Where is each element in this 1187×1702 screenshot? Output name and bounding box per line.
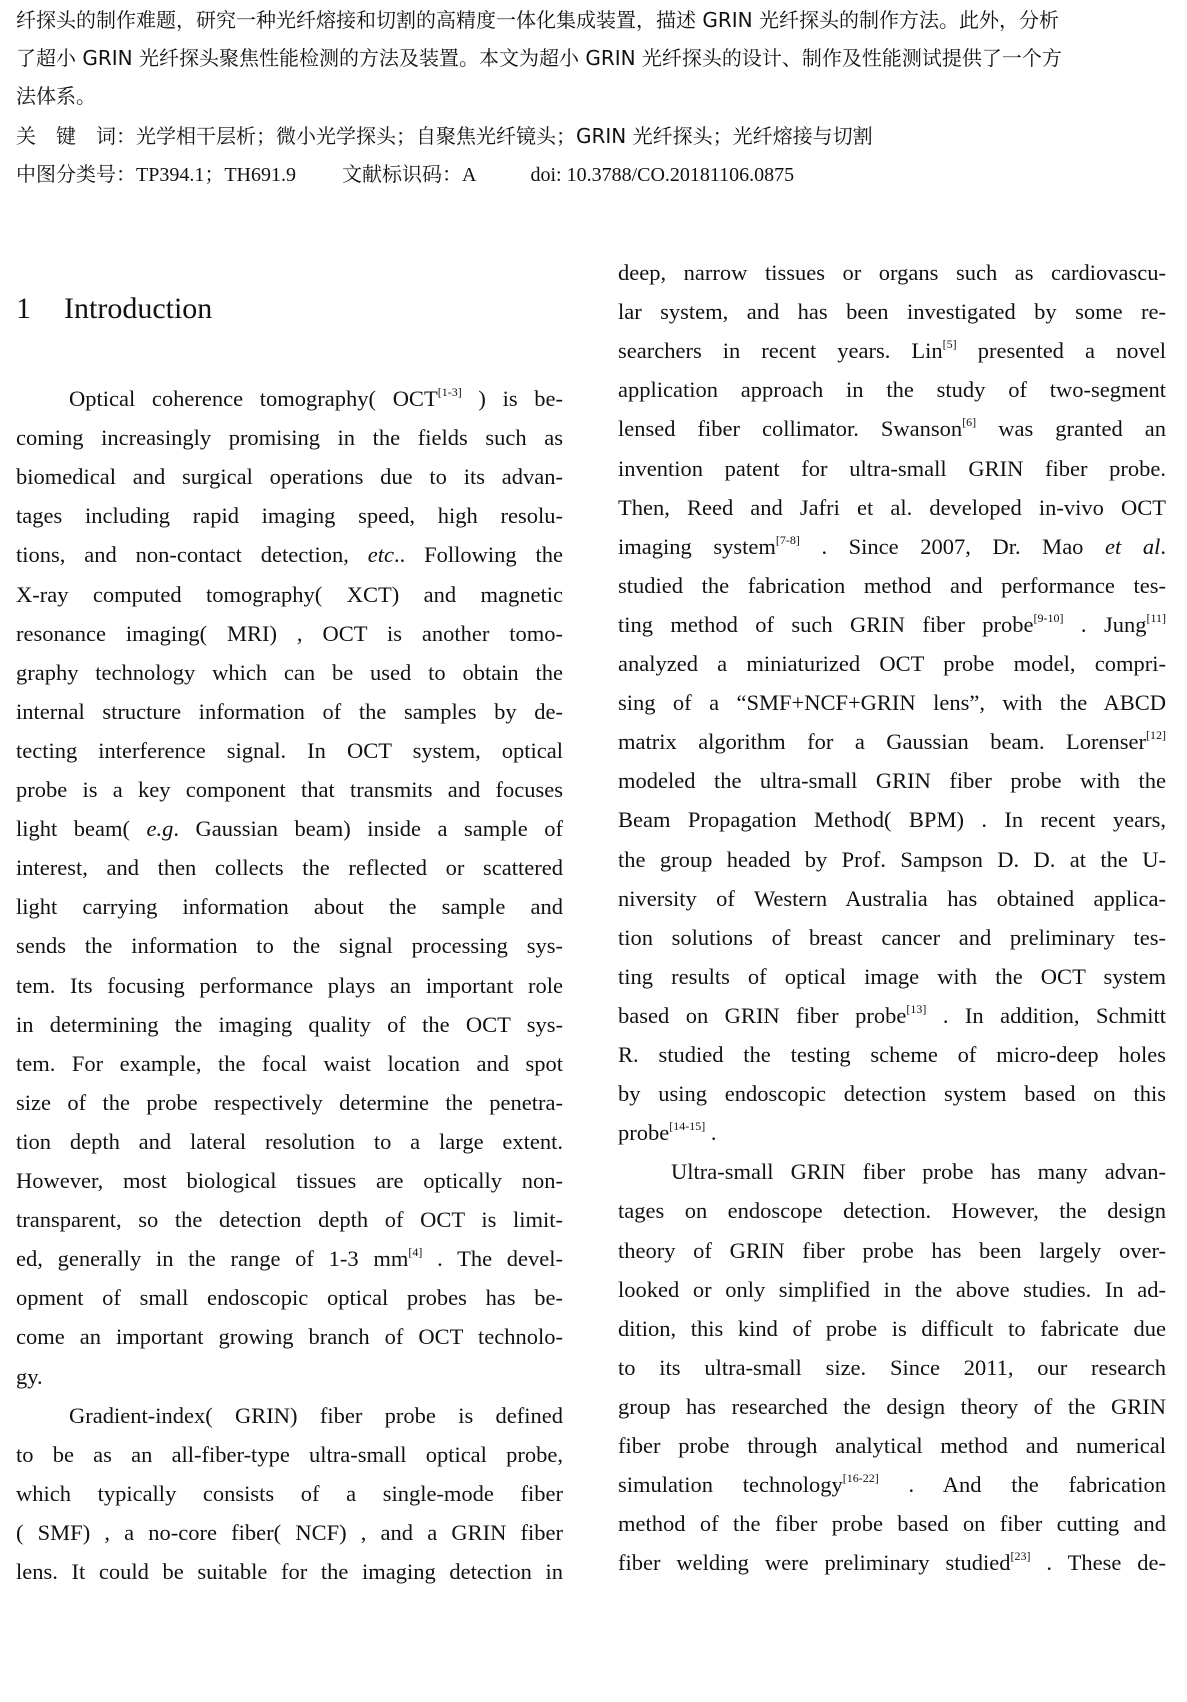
text-line (16, 736, 563, 766)
text-run: invention patent for ultra-small GRIN fiber probe. (618, 456, 1166, 481)
text-line (16, 423, 563, 453)
text-run: to be as an all-fiber-type ultra-small optical probe, (16, 1442, 563, 1467)
text-line (618, 766, 1166, 796)
text-line (16, 853, 563, 883)
text-line (16, 1088, 563, 1118)
doi-label: doi: (530, 164, 562, 186)
text-line (618, 962, 1166, 992)
text-run: However, most biological tissues are optically non- (16, 1168, 563, 1193)
citation-ref: [5] (942, 337, 957, 351)
text-run: Beam Propagation Method( BPM) . In recent years, (618, 807, 1166, 832)
text-line (618, 493, 1166, 523)
abstract-line: 了超小 GRIN 光纤探头聚焦性能检测的方法及装置。本文为超小 GRIN 光纤探头的设计、制作及性能测试提供了一个方 (16, 46, 1062, 70)
text-line (16, 1166, 563, 1196)
citation-ref: [14-15] (669, 1119, 706, 1133)
text-line (16, 1283, 563, 1313)
text-line (618, 1001, 1166, 1031)
text-line (618, 414, 1166, 444)
text-line (618, 1353, 1166, 1383)
text-run: based on GRIN fiber probe (618, 1003, 907, 1028)
text-run: fiber welding were preliminary studied (618, 1550, 1011, 1575)
text-run: transparent, so the detection depth of OCT is limit- (16, 1207, 563, 1232)
text-run: ) is be- (461, 386, 563, 411)
text-run: to its ultra-small size. Since 2011, our research (618, 1355, 1166, 1380)
clc-value: TP394.1；TH691.9 (136, 164, 296, 186)
text-run: sends the information to the signal processing sys- (16, 933, 563, 958)
text-run: size of the probe respectively determine the penetra- (16, 1090, 563, 1115)
citation-ref: [23] (1010, 1549, 1031, 1563)
text-line (618, 727, 1166, 757)
text-run: lensed fiber collimator. Swanson (618, 416, 963, 441)
text-line (16, 697, 563, 727)
text-line (16, 1479, 563, 1509)
text-line (16, 971, 563, 1001)
section-number: 1 (16, 292, 31, 325)
text-line (16, 540, 563, 570)
text-run: tages including rapid imaging speed, high resolu- (16, 503, 563, 528)
text-run: dition, this kind of probe is difficult to fabricate due (618, 1316, 1166, 1341)
text-run: in determining the imaging quality of the OCT sys- (16, 1012, 563, 1037)
text-run: tions, and non-contact detection, (16, 542, 368, 567)
text-run: application approach in the study of two-segment (618, 377, 1166, 402)
text-run: tages on endoscope detection. However, the design (618, 1198, 1166, 1223)
text-line (618, 923, 1166, 953)
text-run: studied the fabrication method and performance tes- (618, 573, 1166, 598)
text-run: probe is a key component that transmits and focuses (16, 777, 563, 802)
italic-run: et al (1105, 534, 1161, 559)
text-run: . (705, 1120, 717, 1145)
text-line (16, 462, 563, 492)
text-line (618, 1548, 1166, 1578)
text-run: R. studied the testing scheme of micro-deep holes (618, 1042, 1166, 1067)
text-line (618, 454, 1166, 484)
text-run: lens. It could be suitable for the imaging detection in (16, 1559, 563, 1584)
text-run: looked or only simplified in the above studies. In ad- (618, 1277, 1166, 1302)
text-line (618, 1157, 1166, 1187)
keywords-value: 光学相干层析；微小光学探头；自聚焦光纤镜头；GRIN 光纤探头；光纤熔接与切割 (136, 124, 873, 148)
doc-code-label: 文献标识码： (342, 162, 462, 186)
text-line (618, 336, 1166, 366)
text-run: ( SMF) , a no-core fiber( NCF) , and a GRIN fiber (16, 1520, 563, 1545)
text-line (618, 297, 1166, 327)
text-run: interest, and then collects the reflected or scattered (16, 855, 563, 880)
text-run: matrix algorithm for a Gaussian beam. Lorenser (618, 729, 1146, 754)
text-run: imaging system (618, 534, 776, 559)
text-line (618, 1314, 1166, 1344)
text-line (16, 1049, 563, 1079)
text-line (618, 258, 1166, 288)
text-line (618, 571, 1166, 601)
text-run: searchers in recent years. Lin (618, 338, 943, 363)
citation-ref: [16-22] (842, 1471, 879, 1485)
text-run: modeled the ultra-small GRIN fiber probe with the (618, 768, 1166, 793)
text-run: simulation technology (618, 1472, 843, 1497)
section-title: Introduction (64, 292, 213, 325)
citation-ref: [4] (408, 1245, 423, 1259)
citation-ref: [9-10] (1033, 611, 1064, 625)
text-line (16, 814, 563, 844)
text-run: ed, generally in the range of 1-3 mm (16, 1246, 409, 1271)
text-run: . (1160, 534, 1166, 559)
text-run: . The devel- (422, 1246, 564, 1271)
text-line (16, 1440, 563, 1470)
text-line (618, 1196, 1166, 1226)
text-run: internal structure information of the samples by de- (16, 699, 563, 724)
text-run: tecting interference signal. In OCT system, optical (16, 738, 563, 763)
text-line (618, 1509, 1166, 1539)
text-line (618, 1040, 1166, 1070)
text-run: fiber probe through analytical method and numerical (618, 1433, 1166, 1458)
text-line (618, 610, 1166, 640)
clc-label: 中图分类号： (16, 162, 136, 186)
text-run: . Since 2007, Dr. Mao (799, 534, 1106, 559)
text-line (16, 1518, 563, 1548)
text-line (16, 658, 563, 688)
text-run: X-ray computed tomography( XCT) and magnetic (16, 582, 563, 607)
citation-ref: [6] (962, 415, 977, 429)
text-line (618, 1118, 1166, 1148)
text-run: the group headed by Prof. Sampson D. D. at the U- (618, 847, 1166, 872)
text-line (618, 1275, 1166, 1305)
text-run: resonance imaging( MRI) , OCT is another tomo- (16, 621, 563, 646)
text-line (16, 1557, 563, 1587)
text-line (16, 580, 563, 610)
abstract-line: 法体系。 (16, 84, 96, 108)
text-line (618, 1236, 1166, 1266)
text-run: was granted an (976, 416, 1166, 441)
text-run: come an important growing branch of OCT technolo- (16, 1324, 563, 1349)
text-run: group has researched the design theory of the GRIN (618, 1394, 1166, 1419)
classification-line (16, 158, 794, 187)
doc-code-value: A (462, 164, 477, 186)
keywords-label: 关 键 词： (16, 124, 136, 148)
text-run: . These de- (1030, 1550, 1167, 1575)
text-line (16, 1322, 563, 1352)
text-run: tion depth and lateral resolution to a large extent. (16, 1129, 563, 1154)
section-heading (16, 292, 212, 326)
text-line (16, 892, 563, 922)
text-line (16, 1127, 563, 1157)
text-run: theory of GRIN fiber probe has been largely over- (618, 1238, 1166, 1263)
text-run: tion solutions of breast cancer and preliminary tes- (618, 925, 1166, 950)
text-line (16, 1205, 563, 1235)
keywords (16, 120, 873, 149)
text-run: .. Following the (393, 542, 563, 567)
text-run: ting results of optical image with the OCT system (618, 964, 1166, 989)
text-line (16, 1010, 563, 1040)
abstract-line: 纤探头的制作难题，研究一种光纤熔接和切割的高精度一体化集成装置，描述 GRIN 光纤探头的制作方法。此外，分析 (16, 8, 1059, 32)
text-line (16, 384, 563, 414)
text-run: coming increasingly promising in the fields such as (16, 425, 563, 450)
text-run: probe (618, 1120, 670, 1145)
text-line (618, 1431, 1166, 1461)
text-run: analyzed a miniaturized OCT probe model, compri- (618, 651, 1166, 676)
text-line (618, 688, 1166, 718)
text-run: graphy technology which can be used to obtain the (16, 660, 563, 685)
text-run: . In addition, Schmitt (926, 1003, 1166, 1028)
text-run: tem. Its focusing performance plays an important role (16, 973, 563, 998)
text-run: biomedical and surgical operations due to its advan- (16, 464, 563, 489)
text-line (618, 1392, 1166, 1422)
text-line (618, 845, 1166, 875)
text-run: lar system, and has been investigated by some re- (618, 299, 1166, 324)
text-line (618, 1470, 1166, 1500)
text-line (16, 1362, 563, 1392)
doi-value: 10.3788/CO.20181106.0875 (566, 164, 795, 186)
text-run: . Gaussian beam) inside a sample of (173, 816, 563, 841)
text-line (618, 884, 1166, 914)
text-run: which typically consists of a single-mode fiber (16, 1481, 563, 1506)
text-run: Optical coherence tomography( OCT (69, 386, 438, 411)
text-run: light carrying information about the sample and (16, 894, 563, 919)
text-line (618, 532, 1166, 562)
text-line (618, 649, 1166, 679)
text-run: light beam( (16, 816, 147, 841)
text-run: tem. For example, the focal waist location and spot (16, 1051, 563, 1076)
citation-ref: [1-3] (437, 385, 462, 399)
text-run: Ultra-small GRIN fiber probe has many advan- (671, 1159, 1166, 1184)
text-line (618, 375, 1166, 405)
text-run: . Jung (1063, 612, 1147, 637)
citation-ref: [11] (1146, 611, 1166, 625)
text-run: . And the fabrication (878, 1472, 1166, 1497)
text-line (16, 619, 563, 649)
text-line (16, 1244, 563, 1274)
text-run: niversity of Western Australia has obtained applica- (618, 886, 1166, 911)
text-line (618, 1079, 1166, 1109)
text-run: Gradient-index( GRIN) fiber probe is defined (69, 1403, 563, 1428)
text-line (618, 805, 1166, 835)
citation-ref: [13] (906, 1002, 927, 1016)
italic-run: etc (367, 542, 394, 567)
text-line (16, 931, 563, 961)
citation-ref: [7-8] (775, 533, 800, 547)
text-run: gy. (16, 1364, 43, 1389)
text-line (16, 501, 563, 531)
citation-ref: [12] (1146, 728, 1166, 742)
text-line (16, 1401, 563, 1431)
italic-run: e.g (146, 816, 174, 841)
text-run: Then, Reed and Jafri et al. developed in-vivo OCT (618, 495, 1166, 520)
text-run: presented a novel (956, 338, 1166, 363)
text-run: sing of a “SMF+NCF+GRIN lens”, with the ABCD (618, 690, 1166, 715)
text-run: method of the fiber probe based on fiber cutting and (618, 1511, 1166, 1536)
text-run: deep, narrow tissues or organs such as cardiovascu- (618, 260, 1166, 285)
text-run: ting method of such GRIN fiber probe (618, 612, 1034, 637)
text-run: by using endoscopic detection system based on this (618, 1081, 1166, 1106)
text-line (16, 775, 563, 805)
text-run: opment of small endoscopic optical probes has be- (16, 1285, 563, 1310)
